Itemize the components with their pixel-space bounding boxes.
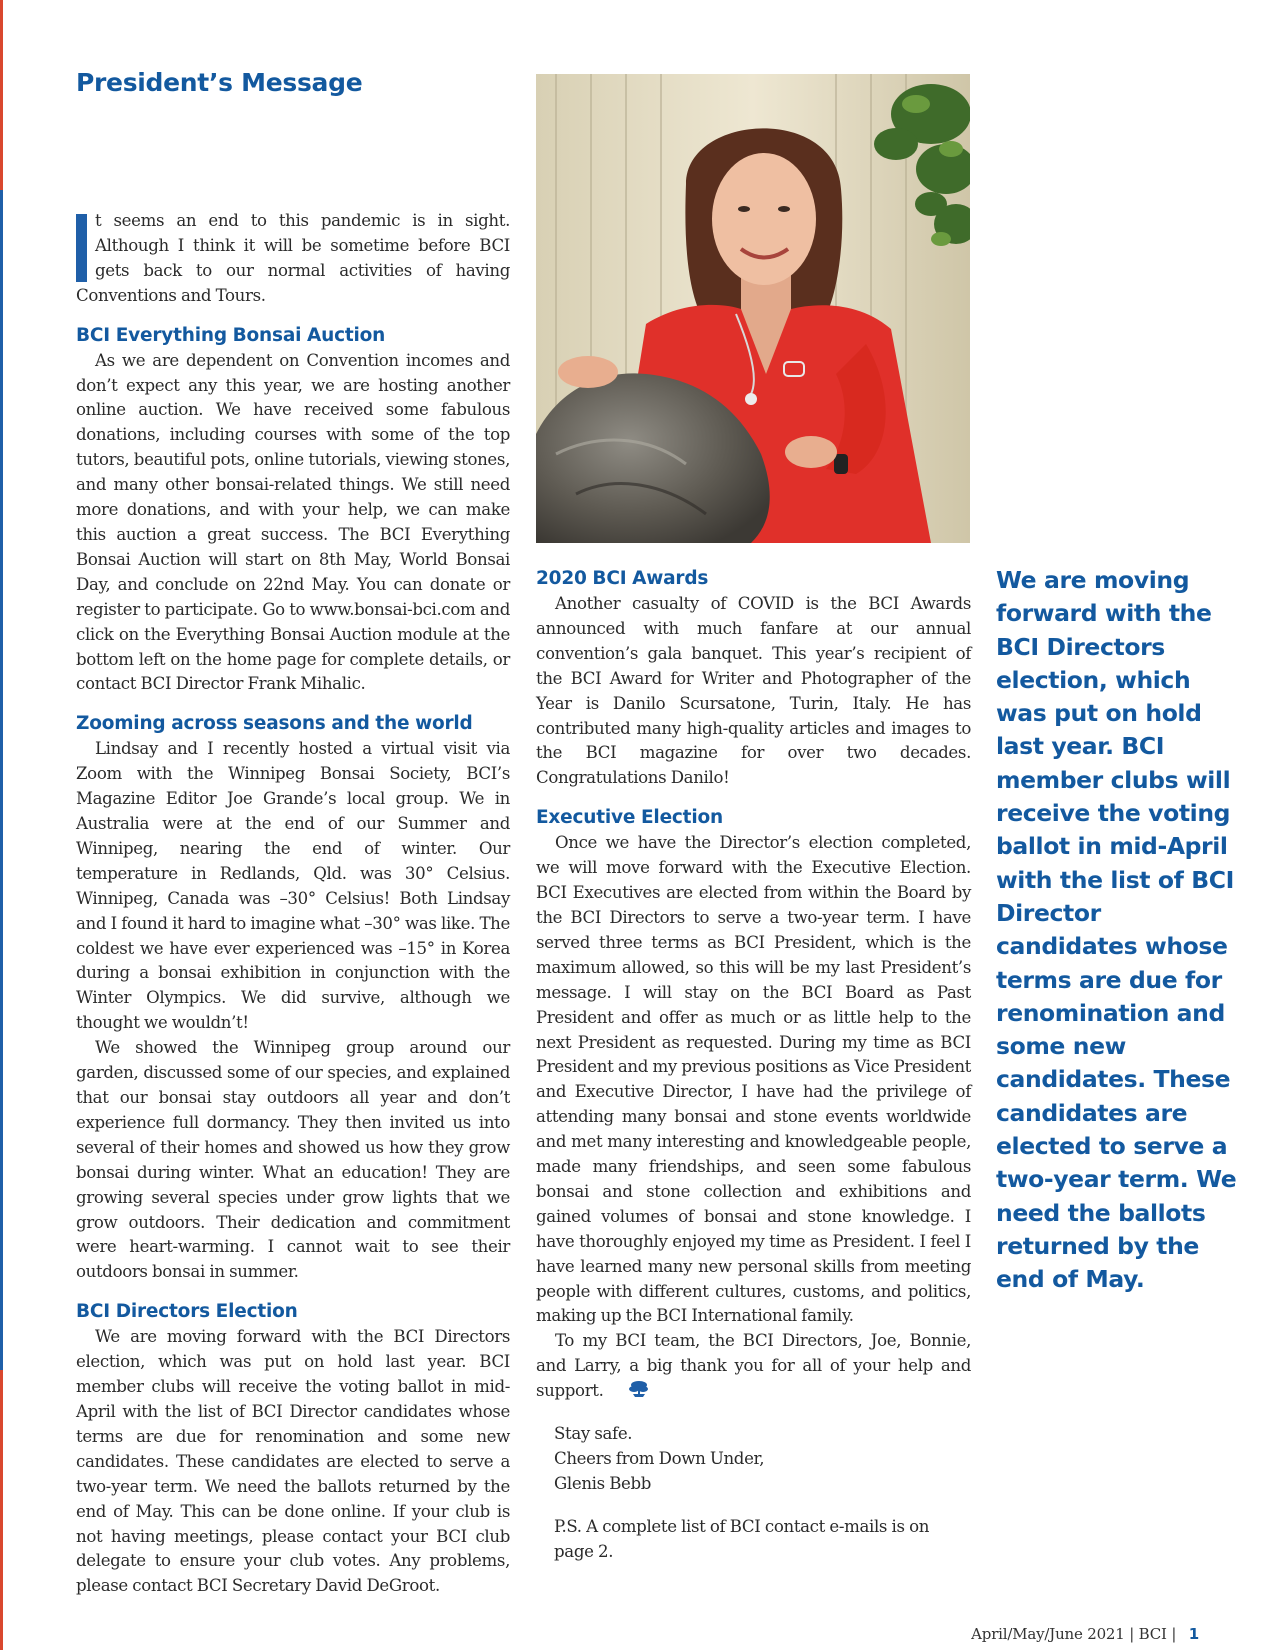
executive-paragraph-2 (536, 1329, 971, 1406)
heading-auction: BCI Everything Bonsai Auction (76, 324, 386, 346)
footer-separator-2: | (1171, 1625, 1177, 1643)
executive-paragraph-2-text: To my BCI team, the BCI Directors, Joe, Bonnie, and Larry, a big thank you for all of your help and support. (536, 1331, 971, 1401)
page-footer (971, 1625, 1199, 1643)
footer-magazine: BCI (1138, 1625, 1167, 1643)
heading-executive: Executive Election (536, 807, 723, 829)
page-title: President’s Message (76, 68, 363, 97)
signoff-name: Glenis Bebb (554, 1473, 652, 1493)
intro-paragraph (76, 209, 510, 309)
signoff-line-1: Stay safe. (554, 1424, 633, 1444)
middle-column (536, 566, 971, 1565)
drop-cap (76, 214, 87, 282)
portrait-photo (536, 74, 970, 543)
footer-issue: April/May/June 2021 (971, 1625, 1125, 1643)
edge-stripe-middle (0, 190, 3, 1370)
edge-stripe-top (0, 0, 3, 190)
heading-awards: 2020 BCI Awards (536, 568, 709, 589)
heading-directors: BCI Directors Election (76, 1301, 298, 1323)
executive-paragraph-1: Once we have the Director’s election completed, we will move forward with the Executive Election. BCI Executives are elected from within the Board by the BCI Directors to serve a two-year term. I have served three terms as BCI President, which is the maximum allowed, so this will be my last President’s message. I will stay on the BCI Board as Past President and offer as much or as little help to the next President as requested. During my time as BCI President and my previous positions as Vice President and Executive Director, I have had the privilege of attending many bonsai and stone events worldwide and met many interesting and knowledgeable people, made many friendships, and seen some fabulous bonsai and stone collection and exhibitions and gained volumes of bonsai and stone knowledge. I have thoroughly enjoyed my time as President. I feel I have learned many new personal skills from meeting people with different cultures, customs, and politics, making up the BCI International family. (536, 833, 971, 1326)
pull-quote: We are moving forward with the BCI Directors election, which was put on hold last year. BCI member clubs will receive the voting ballot in mid-April with the list of BCI Director candidates whose terms are due for renomination and some new candidates. These candidates are elected to serve a two-year term. We need the ballots returned by the end of May. (996, 566, 1237, 1294)
footer-separator: | (1129, 1625, 1135, 1643)
page-number: 1 (1188, 1625, 1199, 1643)
directors-paragraph: We are moving forward with the BCI Directors election, which was put on hold last year. BCI member clubs will receive the voting ballot in mid-April with the list of BCI Director candidates whose terms are due for renomination and some new candidates. These candidates are elected to serve a two-year term. We need the ballots returned by the end of May. This can be done online. If your club is not having meetings, please contact your BCI club delegate to ensure your club votes. Any problems, please contact BCI Secretary David DeGroot. (76, 1327, 510, 1596)
awards-paragraph: Another casualty of COVID is the BCI Awards announced with much fanfare at our annual convention’s gala banquet. This year’s recipient of the BCI Award for Writer and Photographer of the Year is Danilo Scursatone, Turin, Italy. He has contributed many high-quality articles and images to the BCI magazine for over two decades. Congratulations Danilo! (536, 594, 971, 788)
zooming-paragraph-2: We showed the Winnipeg group around our garden, discussed some of our species, and explained that our bonsai stay outdoors all year and don’t experience full dormancy. They then invited us into several of their homes and showed us how they grow bonsai during winter. What an education! They are growing several species under grow lights that we grow outdoors. Their dedication and commitment were heart-warming. I cannot wait to see their outdoors bonsai in summer. (76, 1038, 510, 1282)
left-column (76, 209, 510, 1599)
portrait-illustration (536, 74, 970, 543)
signoff (536, 1422, 971, 1497)
zooming-paragraph-1: Lindsay and I recently hosted a virtual visit via Zoom with the Winnipeg Bonsai Society, BCI’s Magazine Editor Joe Grande’s local group. We in Australia were at the end of our Summer and Winnipeg, nearing the end of winter. Our temperature in Redlands, Qld. was 30° Celsius. Winnipeg, Canada was –30° Celsius! Both Lindsay and I found it hard to imagine what –30° was like. The coldest we have ever experienced was –15° in Korea during a bonsai exhibition in conjunction with the Winter Olympics. We did survive, although we thought we wouldn’t! (76, 739, 510, 1033)
signoff-line-2: Cheers from Down Under, (554, 1449, 765, 1468)
edge-stripe-bottom (0, 1370, 3, 1650)
postscript: P.S. A complete list of BCI contact e-mails is on page 2. (554, 1516, 930, 1561)
auction-paragraph: As we are dependent on Convention incomes and don’t expect any this year, we are hosting another online auction. We have received some fabulous donations, including courses with some of the top tutors, beautiful pots, online tutorials, viewing stones, and many other bonsai-related things. We still need more donations, and with your help, we can make this auction a great success. The BCI Everything Bonsai Auction will start on 8th May, World Bonsai Day, and conclude on 22nd May. You can donate or register to participate. Go to www.bonsai-bci.com and click on the Everything Bonsai Auction module at the bottom left on the home page for complete details, or contact BCI Director Frank Mihalic. (76, 350, 510, 694)
intro-text: t seems an end to this pandemic is in sight. Although I think it will be sometime before BCI gets back to our normal activities of having Conventions and Tours. (76, 211, 510, 305)
bonsai-icon (610, 1380, 649, 1406)
heading-zooming: Zooming across seasons and the world (76, 713, 473, 735)
